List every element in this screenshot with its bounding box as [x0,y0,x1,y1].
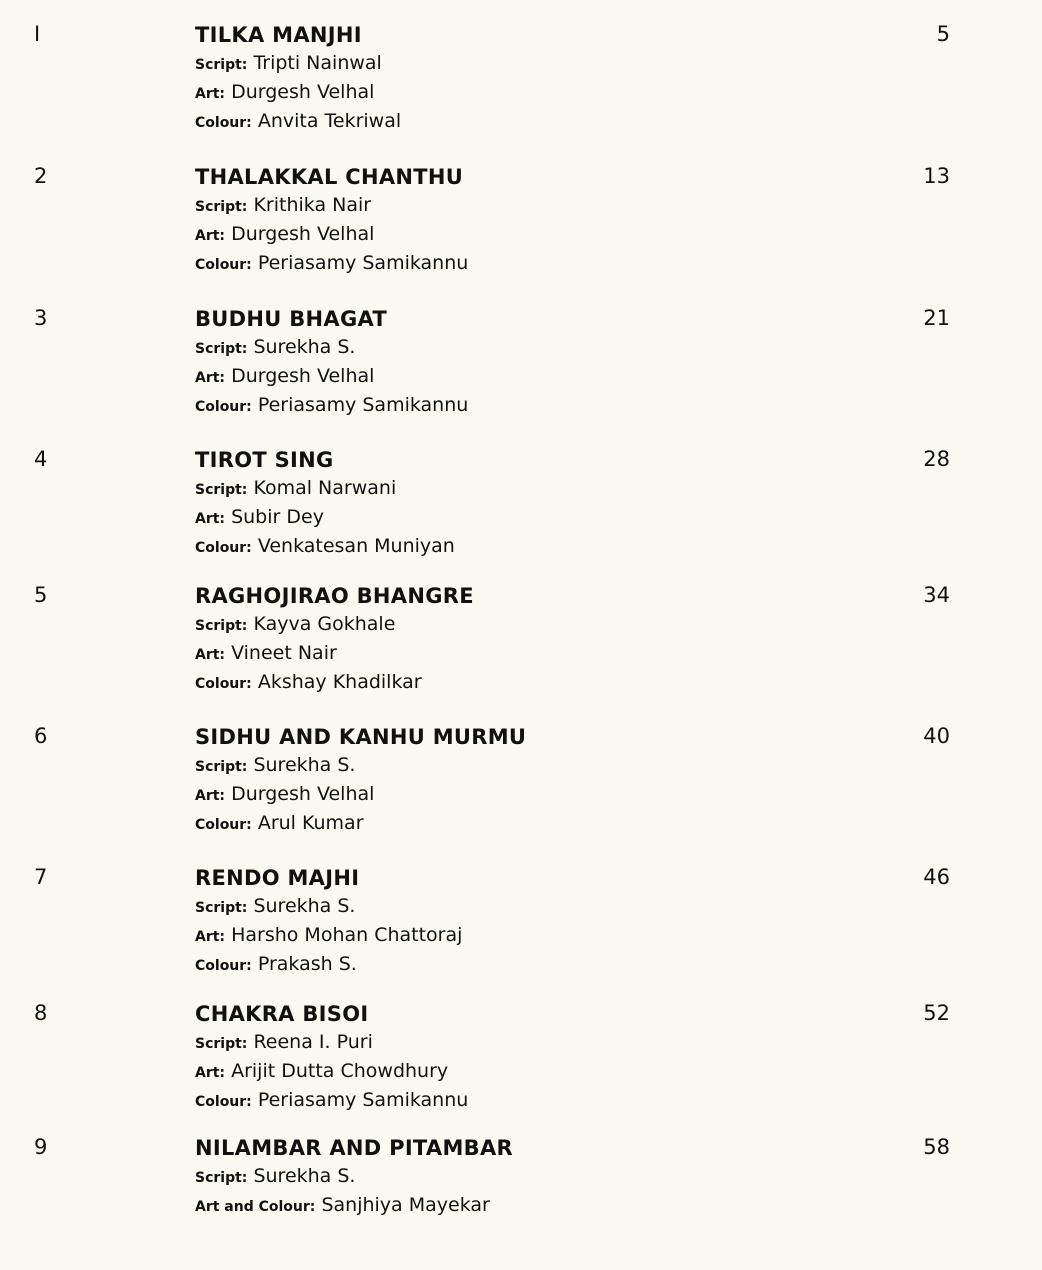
credit-line [195,669,474,698]
chapter-number: 3 [34,306,48,330]
page-number: 58 [923,1135,950,1159]
entry-body [195,306,468,421]
credit-line [195,192,468,221]
toc-entry [0,865,1042,1000]
credit-label: Art: [195,1065,226,1081]
credit-line [195,922,462,951]
credit-line [195,781,526,810]
chapter-title: BUDHU BHAGAT [195,307,388,331]
entry-body [195,724,526,839]
chapter-number: 7 [34,865,48,889]
page-number: 34 [923,583,950,607]
chapter-title: TIROT SING [195,448,334,472]
credit-label: Colour: [195,817,252,833]
toc-entry [0,447,1042,582]
credit-label: Art: [195,228,226,244]
credit-label: Art and Colour: [195,1199,316,1215]
credit-value: Anvita Tekriwal [257,110,402,132]
page-number: 5 [936,22,950,46]
chapter-number: 5 [34,583,48,607]
page-number: 13 [923,164,950,188]
toc-entry [0,306,1042,441]
chapter-title: CHAKRA BISOI [195,1002,369,1026]
credit-value: Kayva Gokhale [253,613,396,635]
toc-entry [0,22,1042,157]
credit-label: Art: [195,86,226,102]
credit-line [195,392,468,421]
credit-value: Durgesh Velhal [231,783,375,805]
entry-body [195,865,462,980]
entry-body [195,1001,468,1116]
chapter-title: TILKA MANJHI [195,23,362,47]
credit-value: Surekha S. [253,754,356,776]
credit-value: Arul Kumar [257,812,364,834]
credit-value: Akshay Khadilkar [257,671,422,693]
credit-line [195,752,526,781]
credit-line [195,611,474,640]
credit-label: Script: [195,1036,248,1052]
chapter-number: I [34,22,41,46]
credit-line [195,1192,513,1221]
credit-label: Script: [195,199,248,215]
credit-value: Tripti Nainwal [253,52,382,74]
credit-line [195,951,462,980]
credit-label: Script: [195,1170,248,1186]
credit-label: Colour: [195,399,252,415]
chapter-number: 9 [34,1135,48,1159]
credit-value: Subir Dey [231,506,324,528]
credit-label: Colour: [195,958,252,974]
credit-line [195,893,462,922]
credit-value: Surekha S. [253,895,356,917]
entry-body [195,164,468,279]
chapter-title: NILAMBAR AND PITAMBAR [195,1136,514,1160]
credit-value: Vineet Nair [231,642,337,664]
credit-value: Durgesh Velhal [231,365,375,387]
credit-label: Script: [195,900,248,916]
toc-entry [0,1001,1042,1136]
credit-label: Script: [195,618,248,634]
credit-label: Script: [195,341,248,357]
chapter-title: RAGHOJIRAO BHANGRE [195,584,474,608]
credit-label: Script: [195,759,248,775]
credit-line [195,810,526,839]
credit-line [195,1163,513,1192]
page-number: 21 [923,306,950,330]
credit-line [195,1029,468,1058]
page-number: 28 [923,447,950,471]
toc-entry [0,164,1042,299]
entry-body [195,583,474,698]
chapter-title: RENDO MAJHI [195,866,360,890]
chapter-number: 6 [34,724,48,748]
credit-line [195,50,401,79]
page-number: 40 [923,724,950,748]
credit-label: Colour: [195,676,252,692]
credit-line [195,250,468,279]
credit-line [195,108,401,137]
credit-label: Colour: [195,257,252,273]
credit-line [195,640,474,669]
entry-body [195,1135,513,1221]
credit-label: Art: [195,647,226,663]
credit-line [195,363,468,392]
credit-value: Venkatesan Muniyan [257,535,455,557]
credit-value: Periasamy Samikannu [257,1089,469,1111]
toc-entry [0,583,1042,718]
credit-line [195,1087,468,1116]
credit-line [195,221,468,250]
credit-value: Periasamy Samikannu [257,394,469,416]
chapter-title: THALAKKAL CHANTHU [195,165,464,189]
credit-value: Surekha S. [253,336,356,358]
credit-value: Surekha S. [253,1165,356,1187]
credit-label: Art: [195,929,226,945]
entry-body [195,447,455,562]
credit-value: Periasamy Samikannu [257,252,469,274]
chapter-number: 2 [34,164,48,188]
credit-label: Art: [195,511,226,527]
credit-value: Komal Narwani [253,477,397,499]
credit-value: Arijit Dutta Chowdhury [231,1060,449,1082]
credit-line [195,475,455,504]
credit-label: Script: [195,482,248,498]
page-number: 52 [923,1001,950,1025]
credit-value: Harsho Mohan Chattoraj [231,924,463,946]
credit-value: Prakash S. [257,953,357,975]
entry-body [195,22,401,137]
credit-value: Reena I. Puri [253,1031,373,1053]
credit-label: Colour: [195,1094,252,1110]
credit-line [195,79,401,108]
credit-line [195,533,455,562]
credit-value: Sanjhiya Mayekar [321,1194,490,1216]
credit-value: Durgesh Velhal [231,81,375,103]
page-number: 46 [923,865,950,889]
credit-line [195,504,455,533]
toc-entry [0,724,1042,859]
chapter-title: SIDHU AND KANHU MURMU [195,725,527,749]
chapter-number: 8 [34,1001,48,1025]
credit-label: Script: [195,57,248,73]
credit-line [195,1058,468,1087]
credit-label: Art: [195,370,226,386]
credit-value: Durgesh Velhal [231,223,375,245]
chapter-number: 4 [34,447,48,471]
credit-label: Colour: [195,115,252,131]
credit-label: Art: [195,788,226,804]
credit-label: Colour: [195,540,252,556]
credit-value: Krithika Nair [253,194,372,216]
credit-line [195,334,468,363]
